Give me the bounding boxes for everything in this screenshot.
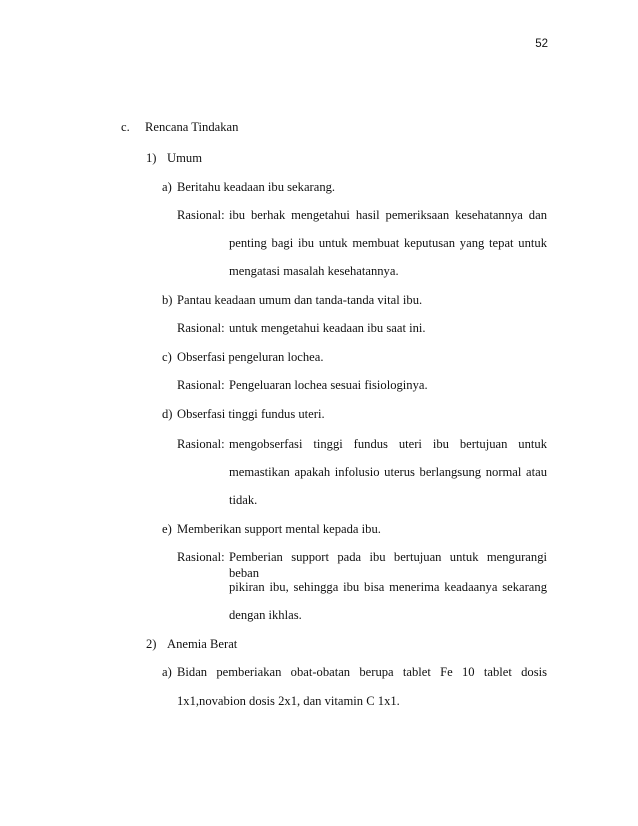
rationale-line: tidak. — [229, 493, 258, 507]
rationale-label: Rasional: — [177, 378, 225, 392]
item-text: Beritahu keadaan ibu sekarang. — [177, 180, 336, 194]
rationale-line: pikiran ibu, sehingga ibu bisa menerima keadaanya sekarang — [229, 580, 547, 594]
rationale-line: Pemberian support pada ibu bertujuan untuk mengurangi beban — [229, 550, 547, 580]
subsection-2-label: 2) — [146, 637, 157, 651]
item-text: Obserfasi pengeluran lochea. — [177, 350, 324, 364]
item-text: Pantau keadaan umum dan tanda-tanda vital ibu. — [177, 293, 423, 307]
subsection-2-title: Anemia Berat — [167, 637, 238, 651]
rationale-line: untuk mengetahui keadaan ibu saat ini. — [229, 321, 426, 335]
item-label: d) — [162, 407, 173, 421]
rationale-line: ibu berhak mengetahui hasil pemeriksaan kesehatannya dan — [229, 208, 547, 222]
subsection-1-label: 1) — [146, 151, 157, 165]
rationale-line: mengatasi masalah kesehatannya. — [229, 264, 399, 278]
item-label: b) — [162, 293, 173, 307]
rationale-line: memastikan apakah infolusio uterus berlangsung normal atau — [229, 465, 547, 479]
rationale-label: Rasional: — [177, 550, 225, 564]
section-label: c. — [121, 120, 130, 134]
section-title: Rencana Tindakan — [145, 120, 239, 134]
item-text: Memberikan support mental kepada ibu. — [177, 522, 381, 536]
rationale-line: Pengeluaran lochea sesuai fisiologinya. — [229, 378, 428, 392]
rationale-line: penting bagi ibu untuk membuat keputusan yang tepat untuk — [229, 236, 547, 250]
subsection-1-title: Umum — [167, 151, 202, 165]
rationale-label: Rasional: — [177, 321, 225, 335]
item-label: a) — [162, 180, 172, 194]
rationale-label: Rasional: — [177, 437, 225, 451]
item-text: Obserfasi tinggi fundus uteri. — [177, 407, 325, 421]
rationale-label: Rasional: — [177, 208, 225, 222]
item-label: a) — [162, 665, 172, 679]
item-label: e) — [162, 522, 172, 536]
item-line: 1x1,novabion dosis 2x1, dan vitamin C 1x1. — [177, 694, 400, 708]
rationale-line: mengobserfasi tinggi fundus uteri ibu bertujuan untuk — [229, 437, 547, 451]
page-number: 52 — [535, 38, 548, 50]
item-line: Bidan pemberiakan obat-obatan berupa tablet Fe 10 tablet dosis — [177, 665, 547, 679]
rationale-line: dengan ikhlas. — [229, 608, 302, 622]
item-label: c) — [162, 350, 172, 364]
